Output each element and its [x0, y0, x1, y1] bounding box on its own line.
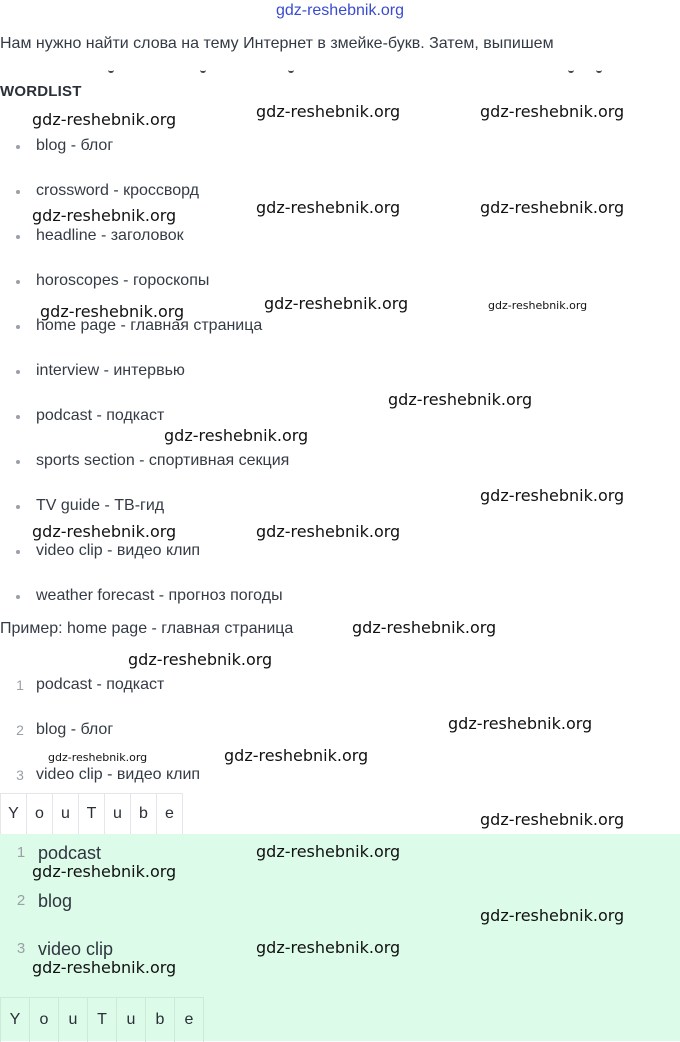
- list-item-text: podcast - подкаст: [36, 407, 165, 424]
- watermark: gdz-reshebnik.org: [352, 618, 497, 637]
- letter-cell: u: [59, 998, 88, 1042]
- list-item-text: weather forecast - прогноз погоды: [36, 587, 283, 604]
- bullet-icon: [16, 550, 20, 554]
- watermark: gdz-reshebnik.org: [256, 522, 401, 541]
- list-item-text: crossword - кроссворд: [36, 182, 200, 199]
- watermark: gdz-reshebnik.org: [32, 522, 177, 541]
- list-item-text: video clip - видео клип: [36, 766, 201, 783]
- list-number: 1: [16, 677, 24, 693]
- answer-letter-grid: [0, 997, 204, 1042]
- watermark: gdz-reshebnik.org: [32, 206, 177, 225]
- letter-cell: T: [88, 998, 117, 1042]
- wordlist-title: WORDLIST: [0, 83, 82, 100]
- answer-text: blog: [38, 891, 73, 911]
- letter-cell: b: [146, 998, 175, 1042]
- watermark: gdz-reshebnik.org: [32, 862, 177, 881]
- letter-cell: o: [27, 794, 53, 834]
- answer-number: 2: [16, 892, 26, 909]
- list-item-text: horoscopes - гороскопы: [36, 272, 210, 289]
- letter-cell: u: [53, 794, 79, 834]
- watermark: gdz-reshebnik.org: [32, 958, 177, 977]
- bullet-icon: [16, 190, 20, 194]
- cropped-text-line: [0, 67, 640, 73]
- answer-number: 1: [16, 844, 26, 861]
- list-number: 2: [16, 722, 24, 738]
- example-text: Пример: home page - главная страница: [0, 620, 294, 637]
- watermark: gdz-reshebnik.org: [128, 650, 273, 669]
- bullet-icon: [16, 460, 20, 464]
- watermark: gdz-reshebnik.org: [480, 486, 625, 505]
- letter-cell: u: [105, 794, 131, 834]
- letter-cell: e: [157, 794, 183, 834]
- list-number: 3: [16, 767, 24, 783]
- watermark: gdz-reshebnik.org: [480, 198, 625, 217]
- letter-cell: Y: [1, 998, 30, 1042]
- watermark: gdz-reshebnik.org: [256, 102, 401, 121]
- list-item-text: headline - заголовок: [36, 227, 184, 244]
- watermark: gdz-reshebnik.org: [264, 294, 409, 313]
- watermark: gdz-reshebnik.org: [256, 198, 401, 217]
- bullet-icon: [16, 505, 20, 509]
- answer-text: podcast: [38, 843, 102, 863]
- list-item-text: podcast - подкаст: [36, 676, 165, 693]
- letter-cell: Y: [1, 794, 27, 834]
- watermark: gdz-reshebnik.org: [448, 714, 593, 733]
- letter-cell: e: [175, 998, 204, 1042]
- list-item-text: blog - блог: [36, 721, 114, 738]
- list-item-text: TV guide - ТВ-гид: [36, 497, 165, 514]
- watermark: gdz-reshebnik.org: [224, 746, 369, 765]
- watermark: gdz-reshebnik.org: [32, 110, 177, 129]
- letter-cell: o: [30, 998, 59, 1042]
- watermark: gdz-reshebnik.org: [480, 810, 625, 829]
- watermark: gdz-reshebnik.org: [480, 906, 625, 925]
- bullet-icon: [16, 415, 20, 419]
- letter-cell: T: [79, 794, 105, 834]
- bullet-icon: [16, 235, 20, 239]
- answer-number: 3: [16, 940, 26, 957]
- intro-text: Нам нужно найти слова на тему Интернет в змейке-букв. Затем, выпишем: [0, 35, 554, 52]
- list-item-text: blog - блог: [36, 137, 114, 154]
- list-item-text: video clip - видео клип: [36, 542, 201, 559]
- site-header-link[interactable]: gdz-reshebnik.org: [275, 2, 405, 19]
- bullet-icon: [16, 595, 20, 599]
- watermark: gdz-reshebnik.org: [256, 938, 401, 957]
- watermark: gdz-reshebnik.org: [48, 751, 148, 764]
- bullet-icon: [16, 370, 20, 374]
- watermark: gdz-reshebnik.org: [488, 299, 588, 312]
- watermark: gdz-reshebnik.org: [480, 102, 625, 121]
- letter-cell: b: [131, 794, 157, 834]
- watermark: gdz-reshebnik.org: [256, 842, 401, 861]
- watermark: gdz-reshebnik.org: [164, 426, 309, 445]
- bullet-icon: [16, 145, 20, 149]
- watermark: gdz-reshebnik.org: [388, 390, 533, 409]
- list-item-text: sports section - спортивная секция: [36, 452, 290, 469]
- list-item-text: home page - главная страница: [36, 317, 263, 334]
- list-item-text: interview - интервью: [36, 362, 185, 379]
- letter-grid: [0, 793, 183, 835]
- watermark: gdz-reshebnik.org: [40, 302, 185, 321]
- bullet-icon: [16, 325, 20, 329]
- bullet-icon: [16, 280, 20, 284]
- letter-cell: u: [117, 998, 146, 1042]
- answer-text: video clip: [38, 939, 114, 959]
